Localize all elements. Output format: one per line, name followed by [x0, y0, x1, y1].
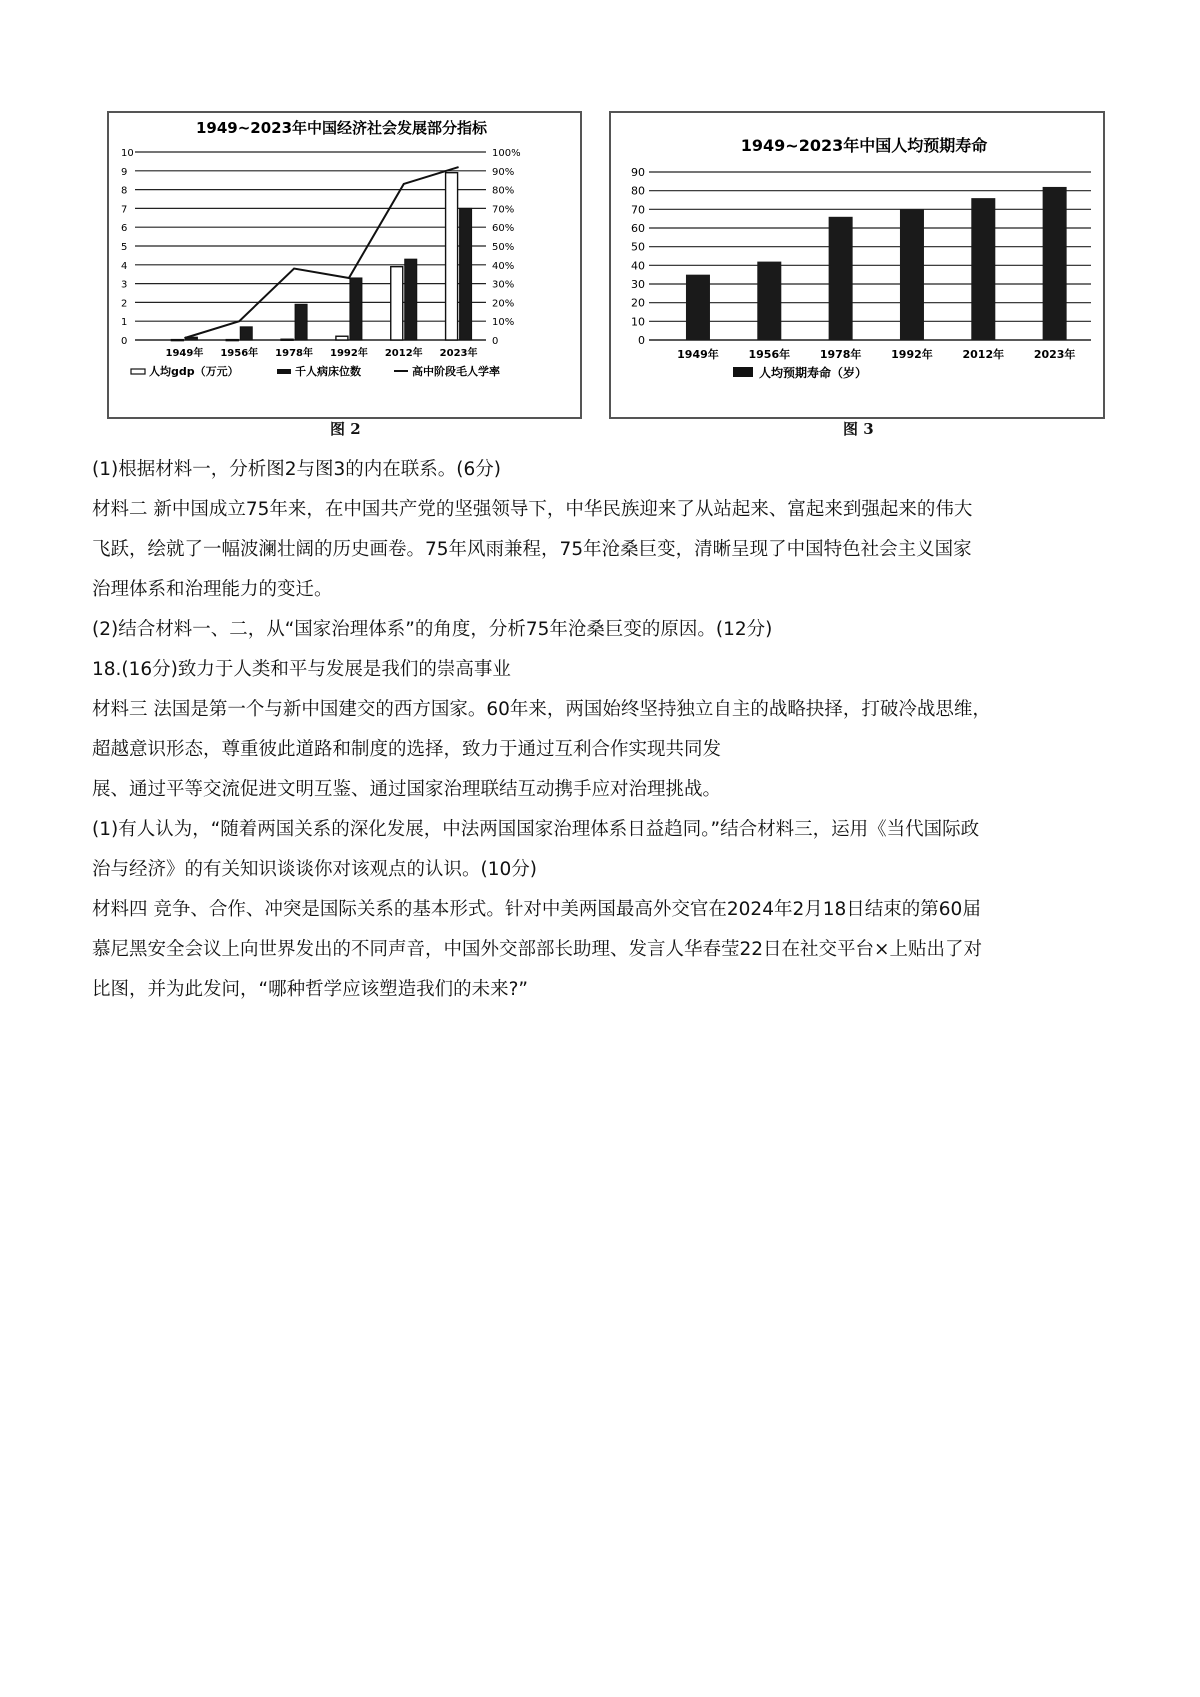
- x-tick-label: 1978年: [275, 348, 314, 359]
- y-tick-label: 80: [631, 184, 645, 198]
- right-tick-label: 90%: [492, 166, 515, 178]
- bar-life-expectancy: [829, 217, 853, 340]
- left-tick-label: 10: [121, 148, 134, 159]
- question-18-1-line-1: (1)有人认为，“随着两国关系的深化发展，中法两国国家治理体系日益趋同。”结合材料三，运用《当代国际政: [92, 819, 980, 840]
- bar-gdp: [336, 336, 348, 340]
- bar-gdp: [446, 173, 458, 340]
- bar-life-expectancy: [686, 275, 710, 340]
- figure-2-box: [107, 111, 582, 419]
- left-tick-label: 0: [121, 336, 128, 347]
- legend-label-gdp: 人均gdp（万元）: [149, 365, 239, 378]
- material-4-line-3: 比图，并为此发问，“哪种哲学应该塑造我们的未来?”: [92, 979, 528, 1000]
- figure-2-chart: [109, 113, 580, 417]
- bar-beds: [240, 327, 252, 340]
- x-tick-label: 1956年: [220, 348, 259, 359]
- bar-gdp: [171, 340, 183, 341]
- right-tick-label: 0: [492, 336, 499, 347]
- x-tick-label: 1992年: [891, 348, 933, 361]
- bar-gdp: [281, 339, 293, 340]
- left-tick-label: 1: [121, 317, 128, 329]
- question-17-1: (1)根据材料一，分析图2与图3的内在联系。(6分): [92, 459, 501, 480]
- legend-swatch-beds: [277, 369, 291, 374]
- left-tick-label: 9: [121, 166, 128, 178]
- y-tick-label: 20: [631, 296, 645, 310]
- figure-3-box: [609, 111, 1105, 419]
- x-tick-label: 2012年: [962, 348, 1005, 361]
- x-tick-label: 1949年: [677, 348, 719, 361]
- question-18-heading: 18.(16分)致力于人类和平与发展是我们的崇高事业: [92, 659, 511, 680]
- bar-beds: [405, 259, 417, 340]
- figure-3-chart: [611, 113, 1103, 417]
- material-2-line-1: 材料二 新中国成立75年来，在中国共产党的坚强领导下，中华民族迎来了从站起来、富起来到强起来的伟大: [92, 499, 973, 520]
- legend-label-beds: 千人病床位数: [295, 365, 361, 378]
- left-tick-label: 3: [121, 279, 128, 291]
- bar-life-expectancy: [971, 198, 995, 340]
- bar-life-expectancy: [757, 262, 781, 340]
- material-4-line-2: 慕尼黑安全会议上向世界发出的不同声音，中国外交部部长助理、发言人华春莹22日在社交平台×上贴出了对: [92, 939, 983, 960]
- y-tick-label: 90: [631, 166, 645, 179]
- question-text: [92, 450, 1112, 1010]
- x-tick-label: 1992年: [329, 348, 368, 359]
- figure-2-caption: 图 2: [330, 420, 361, 438]
- bar-life-expectancy: [900, 209, 924, 340]
- legend-swatch: [733, 367, 753, 377]
- bar-life-expectancy: [1043, 187, 1067, 340]
- right-tick-label: 100%: [492, 148, 521, 159]
- figure-3-caption: 图 3: [843, 420, 874, 438]
- material-3-line-1: 材料三 法国是第一个与新中国建交的西方国家。60年来，两国始终坚持独立自主的战略抉择，打破冷战思维，: [92, 699, 991, 720]
- question-17-2: (2)结合材料一、二，从“国家治理体系”的角度，分析75年沧桑巨变的原因。(12分): [92, 619, 773, 640]
- y-tick-label: 60: [631, 222, 645, 235]
- left-tick-label: 4: [121, 260, 128, 272]
- material-4-line-1: 材料四 竞争、合作、冲突是国际关系的基本形式。针对中美两国最高外交官在2024年2月18日结束的第60届: [92, 899, 981, 920]
- right-tick-label: 70%: [492, 204, 515, 216]
- bar-beds: [350, 278, 362, 340]
- right-tick-label: 20%: [492, 298, 515, 310]
- left-tick-label: 2: [121, 298, 128, 310]
- chart-title: 1949~2023年中国人均预期寿命: [740, 136, 988, 155]
- x-tick-label: 2012年: [384, 348, 423, 359]
- left-tick-label: 6: [121, 223, 128, 235]
- right-tick-label: 60%: [492, 223, 515, 235]
- right-tick-label: 80%: [492, 185, 515, 197]
- legend-label-enrollment: 高中阶段毛人学率: [412, 365, 500, 378]
- left-tick-label: 5: [121, 242, 128, 253]
- chart-title: 1949~2023年中国经济社会发展部分指标: [195, 119, 488, 137]
- bar-beds: [295, 304, 307, 340]
- x-tick-label: 2023年: [439, 348, 478, 359]
- y-tick-label: 10: [631, 315, 645, 329]
- x-tick-label: 2023年: [1033, 348, 1076, 361]
- legend-swatch-gdp: [131, 369, 145, 374]
- material-3-line-3: 展、通过平等交流促进文明互鉴、通过国家治理联结互动携手应对治理挑战。: [92, 779, 722, 800]
- line-enrollment: [184, 167, 458, 338]
- right-tick-label: 50%: [492, 242, 515, 253]
- left-tick-label: 7: [121, 204, 128, 216]
- material-2-line-2: 飞跃，绘就了一幅波澜壮阔的历史画卷。75年风雨兼程，75年沧桑巨变，清晰呈现了中国特色社会主义国家: [92, 539, 972, 560]
- y-tick-label: 0: [638, 334, 645, 347]
- x-tick-label: 1978年: [819, 348, 862, 361]
- legend-label: 人均预期寿命（岁）: [759, 366, 868, 380]
- right-tick-label: 40%: [492, 260, 515, 272]
- y-tick-label: 40: [631, 259, 645, 273]
- bar-gdp: [391, 267, 403, 340]
- x-tick-label: 1949年: [165, 348, 204, 359]
- y-tick-label: 70: [631, 203, 645, 217]
- y-tick-label: 50: [631, 240, 645, 254]
- question-18-1-line-2: 治与经济》的有关知识谈谈你对该观点的认识。(10分): [92, 859, 537, 880]
- x-tick-label: 1956年: [748, 348, 791, 361]
- bar-beds: [460, 208, 472, 340]
- right-tick-label: 10%: [492, 317, 515, 329]
- right-tick-label: 30%: [492, 279, 515, 291]
- y-tick-label: 30: [631, 278, 645, 291]
- material-2-line-3: 治理体系和治理能力的变迁。: [92, 579, 333, 600]
- material-3-line-2: 超越意识形态，尊重彼此道路和制度的选择，致力于通过互利合作实现共同发: [92, 739, 722, 760]
- bar-gdp: [226, 340, 238, 341]
- left-tick-label: 8: [121, 185, 128, 197]
